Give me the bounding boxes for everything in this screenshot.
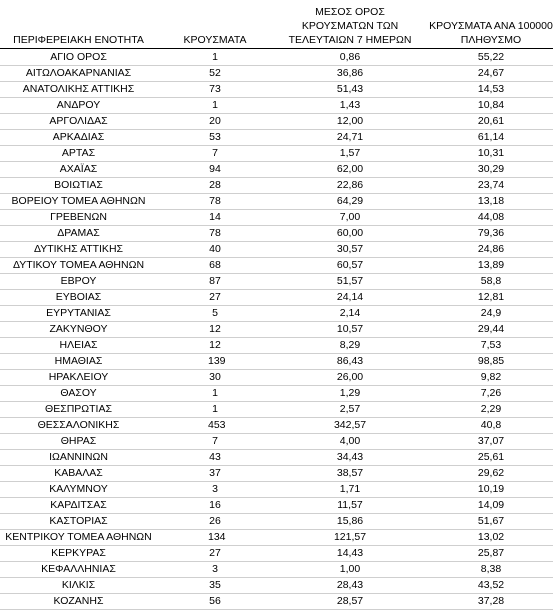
avg7-cell: 62,00 [336,163,364,175]
table-row [0,402,553,418]
avg7-cell: 14,43 [336,547,364,559]
table-row [0,338,553,354]
table-row [0,354,553,370]
per100k-cell: 13,89 [477,259,505,271]
avg7-cell: 11,57 [337,499,363,511]
table-row [0,322,553,338]
avg7-cell: 1,71 [339,483,361,495]
cases-cell: 27 [209,291,221,303]
table-row [0,50,553,66]
avg7-cell: 1,43 [339,99,361,111]
region-cell: ΔΡΑΜΑΣ [57,227,100,239]
region-cell: ΚΑΒΑΛΑΣ [54,467,103,479]
region-cell: ΚΑΛΥΜΝΟΥ [49,483,108,495]
per100k-cell: 9,82 [480,371,502,383]
table-row [0,114,553,130]
region-cell: ΗΜΑΘΙΑΣ [54,355,103,367]
per100k-cell: 12,81 [477,291,505,303]
per100k-cell: 10,84 [477,99,505,111]
region-cell: ΘΑΣΟΥ [60,387,97,399]
cases-cell: 14 [209,211,221,223]
table-row [0,466,553,482]
avg7-cell: 2,57 [339,403,361,415]
per100k-cell: 13,18 [477,195,505,207]
table-row [0,66,553,82]
table-row [0,210,553,226]
header-avg-line3: ΤΕΛΕΥΤΑΙΩΝ 7 ΗΜΕΡΩΝ [288,34,412,46]
header-avg-line1: ΜΕΣΟΣ ΟΡΟΣ [315,6,385,18]
table-row [0,562,553,578]
avg7-cell: 1,57 [339,147,361,159]
cases-cell: 16 [209,499,221,511]
avg7-cell: 12,00 [336,115,364,127]
per100k-cell: 10,31 [477,147,505,159]
header-per100k-line2: ΠΛΗΘΥΣΜΟ [460,34,522,46]
avg7-cell: 30,57 [336,243,364,255]
table-row [0,578,553,594]
cases-cell: 35 [209,579,221,591]
cases-cell: 53 [209,131,221,143]
region-cell: ΕΒΡΟΥ [60,275,97,287]
per100k-cell: 61,14 [477,131,505,143]
table-row [0,594,553,610]
region-cell: ΑΡΓΟΛΙΔΑΣ [49,115,108,127]
cases-cell: 1 [212,51,218,63]
table-row [0,450,553,466]
cases-cell: 139 [208,355,226,367]
table-row [0,98,553,114]
region-cell: ΘΗΡΑΣ [60,435,97,447]
region-cell: ΑΡΚΑΔΙΑΣ [52,131,105,143]
avg7-cell: 60,57 [336,259,364,271]
cases-cell: 5 [212,307,218,319]
table-row [0,194,553,210]
cases-cell: 7 [212,147,218,159]
table-row [0,418,553,434]
per100k-cell: 79,36 [477,227,505,239]
cases-cell: 12 [209,339,221,351]
avg7-cell: 10,57 [336,323,364,335]
cases-cell: 43 [209,451,221,463]
per100k-cell: 30,29 [477,163,505,175]
per100k-cell: 43,52 [477,579,505,591]
region-cell: ΕΥΡΥΤΑΝΙΑΣ [46,307,111,319]
cases-cell: 52 [209,67,221,79]
avg7-cell: 34,43 [336,451,364,463]
region-cell: ΗΛΕΙΑΣ [59,339,98,351]
region-cell: ΑΓΙΟ ΟΡΟΣ [50,51,107,63]
table-body [0,50,553,610]
per100k-cell: 8,38 [480,563,502,575]
table-row [0,546,553,562]
table-row [0,258,553,274]
cases-cell: 27 [209,547,221,559]
per100k-cell: 29,44 [477,323,505,335]
table-row [0,514,553,530]
avg7-cell: 24,14 [336,291,364,303]
cases-cell: 3 [212,563,218,575]
avg7-cell: 24,71 [336,131,364,143]
per100k-cell: 14,53 [477,83,505,95]
region-cell: ΑΧΑΪΑΣ [59,163,98,175]
cases-cell: 134 [208,531,226,543]
table-row [0,178,553,194]
table-row [0,498,553,514]
region-cell: ΒΟΙΩΤΙΑΣ [54,179,103,191]
table-row [0,242,553,258]
cases-cell: 26 [209,515,221,527]
region-cell: ΑΡΤΑΣ [61,147,96,159]
region-cell: ΑΙΤΩΛΟΑΚΑΡΝΑΝΙΑΣ [25,67,132,79]
avg7-cell: 1,29 [339,387,361,399]
region-cell: ΒΟΡΕΙΟΥ ΤΟΜΕΑ ΑΘΗΝΩΝ [11,195,146,207]
per100k-cell: 29,62 [477,467,505,479]
region-cell: ΕΥΒΟΙΑΣ [55,291,102,303]
avg7-cell: 28,43 [336,579,364,591]
table-row [0,530,553,546]
avg7-cell: 22,86 [336,179,364,191]
cases-cell: 28 [209,179,221,191]
region-cell: ΚΕΝΤΡΙΚΟΥ ΤΟΜΕΑ ΑΘΗΝΩΝ [5,531,152,543]
cases-cell: 87 [209,275,221,287]
per100k-cell: 25,61 [477,451,505,463]
table-row [0,146,553,162]
cases-cell: 20 [209,115,221,127]
avg7-cell: 51,57 [336,275,364,287]
cases-cell: 78 [209,227,221,239]
per100k-cell: 2,29 [480,403,502,415]
avg7-cell: 1,00 [339,563,361,575]
cases-cell: 7 [212,435,218,447]
region-cell: ΙΩΑΝΝΙΝΩΝ [49,451,108,463]
region-cell: ΚΑΡΔΙΤΣΑΣ [50,499,107,511]
region-cell: ΔΥΤΙΚΗΣ ΑΤΤΙΚΗΣ [33,243,124,255]
region-cell: ΘΕΣΣΑΛΟΝΙΚΗΣ [37,419,120,431]
avg7-cell: 60,00 [336,227,364,239]
cases-cell: 30 [209,371,221,383]
avg7-cell: 86,43 [336,355,364,367]
cases-cell: 68 [209,259,221,271]
cases-cell: 12 [209,323,221,335]
per100k-cell: 23,74 [477,179,505,191]
table-row [0,386,553,402]
cases-cell: 56 [209,595,221,607]
cases-cell: 78 [209,195,221,207]
region-cell: ΘΕΣΠΡΩΤΙΑΣ [45,403,112,415]
avg7-cell: 36,86 [336,67,364,79]
table-row [0,482,553,498]
region-cell: ΚΟΖΑΝΗΣ [53,595,104,607]
per100k-cell: 24,86 [477,243,505,255]
table-row [0,274,553,290]
per100k-cell: 10,19 [477,483,505,495]
header-region: ΠΕΡΙΦΕΡΕΙΑΚΗ ΕΝΟΤΗΤΑ [13,34,144,46]
cases-cell: 1 [212,403,218,415]
per100k-cell: 37,28 [477,595,505,607]
header-per100k-line1: ΚΡΟΥΣΜΑΤΑ ΑΝΑ 100000 [429,20,553,32]
cases-cell: 1 [212,99,218,111]
per100k-cell: 24,9 [480,307,502,319]
table-header [0,0,553,48]
per100k-cell: 7,53 [480,339,502,351]
header-divider [0,48,553,49]
region-cell: ΚΕΡΚΥΡΑΣ [51,547,106,559]
table-row [0,306,553,322]
cases-cell: 94 [209,163,221,175]
cases-cell: 37 [209,467,221,479]
avg7-cell: 64,29 [336,195,364,207]
per100k-cell: 40,8 [480,419,502,431]
per100k-cell: 14,09 [477,499,505,511]
cases-cell: 1 [212,387,218,399]
cases-cell: 3 [212,483,218,495]
per100k-cell: 25,87 [477,547,505,559]
table-row [0,82,553,98]
header-avg-line2: ΚΡΟΥΣΜΑΤΩΝ ΤΩΝ [301,20,399,32]
per100k-cell: 58,8 [480,275,502,287]
avg7-cell: 51,43 [336,83,364,95]
per100k-cell: 44,08 [477,211,505,223]
avg7-cell: 15,86 [336,515,364,527]
avg7-cell: 342,57 [333,419,367,431]
table-row [0,434,553,450]
per100k-cell: 55,22 [477,51,505,63]
avg7-cell: 4,00 [339,435,361,447]
per100k-cell: 7,26 [480,387,502,399]
per100k-cell: 51,67 [477,515,505,527]
region-cell: ΓΡΕΒΕΝΩΝ [50,211,107,223]
avg7-cell: 28,57 [336,595,364,607]
region-cell: ΚΑΣΤΟΡΙΑΣ [49,515,108,527]
region-cell: ΚΙΛΚΙΣ [61,579,96,591]
avg7-cell: 7,00 [339,211,361,223]
region-cell: ΔΥΤΙΚΟΥ ΤΟΜΕΑ ΑΘΗΝΩΝ [12,259,145,271]
avg7-cell: 2,14 [339,307,361,319]
per100k-cell: 24,67 [477,67,505,79]
table-row [0,226,553,242]
table-row [0,162,553,178]
table-row [0,370,553,386]
avg7-cell: 26,00 [336,371,364,383]
cases-cell: 40 [209,243,221,255]
header-cases: ΚΡΟΥΣΜΑΤΑ [183,34,247,46]
table-row [0,290,553,306]
table-row [0,130,553,146]
cases-cell: 73 [209,83,221,95]
avg7-cell: 8,29 [339,339,361,351]
cases-cell: 453 [208,419,226,431]
per100k-cell: 20,61 [477,115,505,127]
avg7-cell: 0,86 [339,51,361,63]
region-cell: ΗΡΑΚΛΕΙΟΥ [48,371,109,383]
region-cell: ΚΕΦΑΛΛΗΝΙΑΣ [41,563,116,575]
region-cell: ΑΝΔΡΟΥ [56,99,101,111]
avg7-cell: 121,57 [333,531,367,543]
region-cell: ΑΝΑΤΟΛΙΚΗΣ ΑΤΤΙΚΗΣ [22,83,135,95]
per100k-cell: 37,07 [477,435,505,447]
region-cell: ΖΑΚΥΝΘΟΥ [49,323,108,335]
per100k-cell: 98,85 [477,355,505,367]
per100k-cell: 13,02 [477,531,505,543]
avg7-cell: 38,57 [336,467,364,479]
